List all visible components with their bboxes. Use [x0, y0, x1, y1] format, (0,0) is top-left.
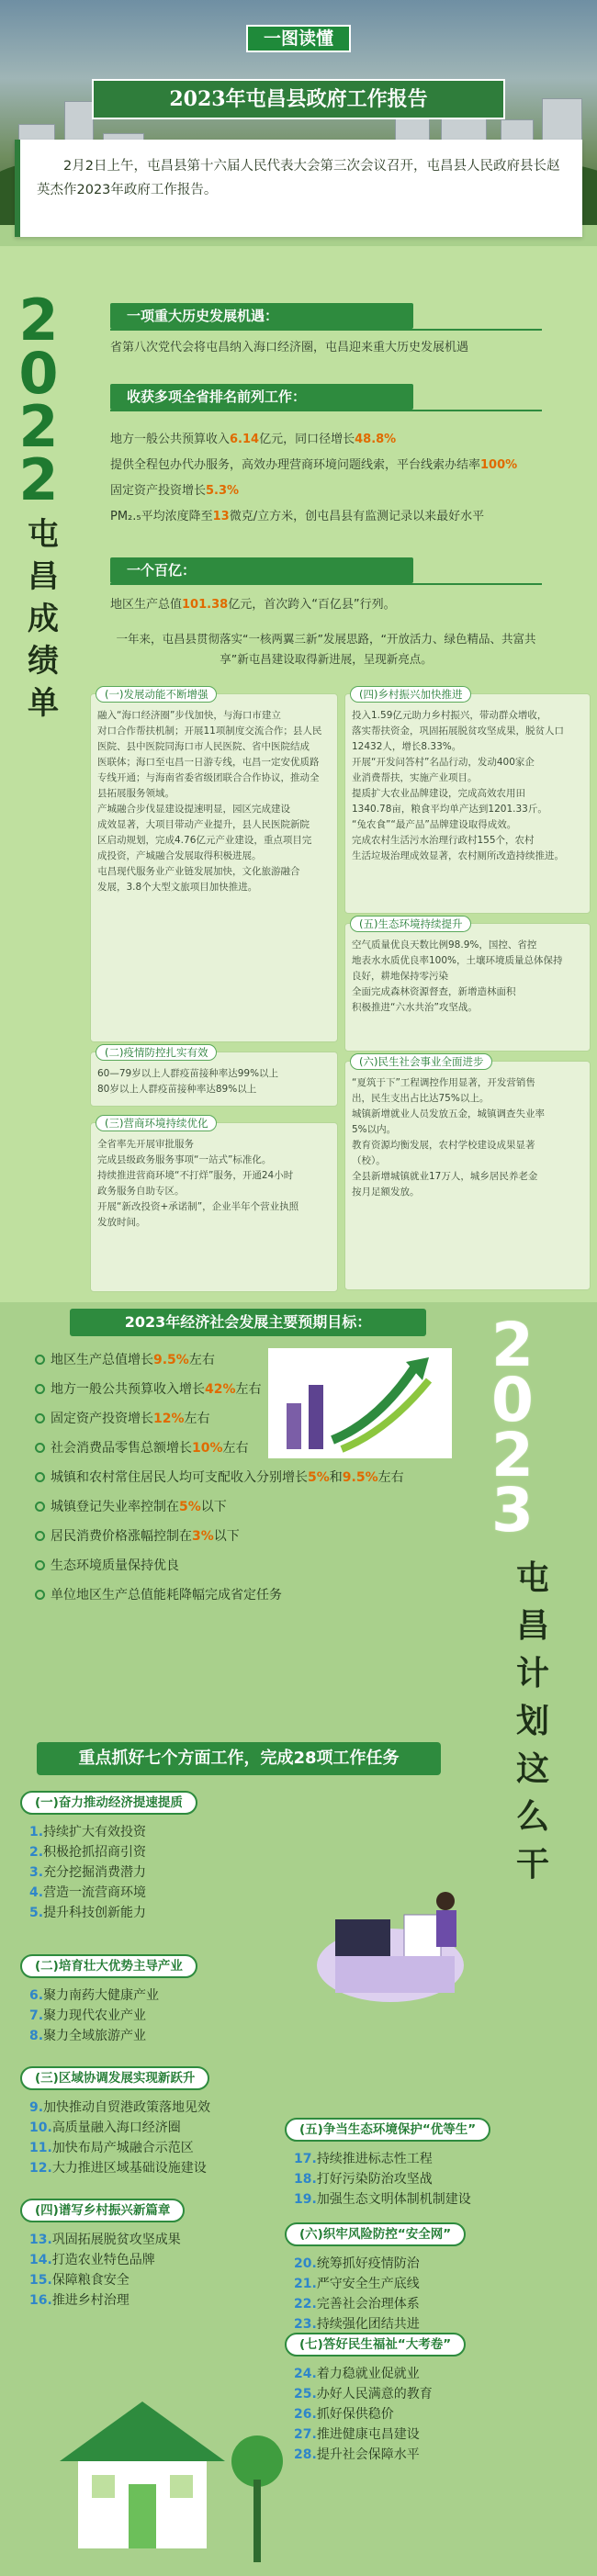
- task-item: 23.持续强化团结共进: [294, 2317, 420, 2332]
- task-item: 1.持续扩大有效投资: [29, 1825, 147, 1839]
- year-2023-label: 2 0 2 3: [491, 1310, 534, 1546]
- task-item: 22.完善社会治理体系: [294, 2297, 420, 2312]
- goal-item: 城镇和农村常住居民人均可支配收入分别增长5%和9.5%左右: [35, 1468, 404, 1488]
- task-item: 3.充分挖掘消费潜力: [29, 1865, 147, 1880]
- ranking-2: 提供全程包办代办服务，高效办理营商环境问题线索，平台线索办结率100%: [110, 458, 518, 472]
- card-text-line: 全面完成森林资源督查，新增造林面积: [352, 986, 516, 997]
- card-text-line: （校）。: [352, 1155, 386, 1166]
- card-text-line: 完成农村生活污水治理行政村155个，农村: [352, 835, 535, 846]
- card-text-line: 教育资源均衡发展，农村学校建设成果显著: [352, 1140, 535, 1151]
- task-group-tag: (三)区域协调发展实现新跃升: [20, 2066, 209, 2090]
- card-text-line: 完成县级政务服务事项“一站式”标准化。: [97, 1154, 272, 1165]
- card-text-line: 专线开通；与海南省委省级团联合合作协议，推动全: [97, 772, 320, 783]
- task-item: 16.推进乡村治理: [29, 2293, 130, 2308]
- card-tag: (五)生态环境持续提升: [350, 916, 471, 932]
- growth-chart-illustration: [268, 1348, 452, 1458]
- opportunity-text: 省第八次党代会将屯昌纳入海口经济圈，屯昌迎来重大历史发展机遇: [110, 341, 469, 354]
- task-group-tag: (七)答好民生福祉“大考卷”: [285, 2333, 466, 2357]
- card-text-line: 城镇新增就业人员发放五金，城镇调查失业率: [352, 1108, 545, 1119]
- vertical-title-char: 昌: [515, 1607, 549, 1645]
- vertical-title-char: 干: [515, 1846, 549, 1884]
- card-text-line: 空气质量优良天数比例98.9%，国控、省控: [352, 939, 537, 951]
- card-text-line: 12432人，增长8.33%。: [352, 741, 462, 752]
- task-item: 4.营造一流营商环境: [29, 1885, 147, 1900]
- card-text-line: 积极推进“六水共治”攻坚战。: [352, 1002, 478, 1013]
- page-title: 2023年屯昌县政府工作报告: [92, 79, 505, 119]
- ranking-3: 固定资产投资增长5.3%: [110, 484, 240, 498]
- task-item: 5.提升科技创新能力: [29, 1906, 147, 1920]
- illustration-bar: [287, 1403, 301, 1449]
- bullet-icon: [35, 1502, 45, 1512]
- task-item: 25.办好人民满意的教育: [294, 2387, 433, 2402]
- task-item: 2.积极抢抓招商引资: [29, 1845, 147, 1860]
- card-text-line: 按月足额发放。: [352, 1187, 420, 1198]
- card-text-line: “夏筑于下”工程调控作用显著，开发营销售: [352, 1077, 535, 1088]
- task-item: 18.打好污染防治攻坚战: [294, 2172, 433, 2187]
- task-item: 8.聚力全域旅游产业: [29, 2029, 147, 2043]
- bullet-icon: [35, 1384, 45, 1394]
- card-text-line: 良好，耕地保持零污染: [352, 971, 448, 982]
- illustration-bar: [309, 1385, 323, 1449]
- bar-hundred-billion: 一个百亿：: [110, 557, 413, 583]
- card-text-line: 医院、县中医院同海口市人民医院、省中医院结成: [97, 741, 310, 752]
- task-group-tag: (六)织牢风险防控“安全网”: [285, 2222, 466, 2246]
- goal-item: 生态环境质量保持优良: [35, 1556, 179, 1576]
- gdp-text: 地区生产总值101.38亿元，首次跨入“百亿县”行列。: [110, 598, 396, 612]
- bullet-icon: [35, 1560, 45, 1570]
- bullet-icon: [35, 1355, 45, 1365]
- divider: [110, 329, 542, 331]
- goals-title: 2023年经济社会发展主要预期目标：: [70, 1309, 426, 1336]
- card-text-line: 成投资，产城融合发展取得积极进展。: [97, 850, 262, 861]
- card-text-line: 出，民生支出占比达75%以上。: [352, 1093, 490, 1104]
- vertical-title-char: 屯: [515, 1559, 549, 1597]
- divider: [110, 583, 542, 585]
- vertical-title-char: 屯: [28, 516, 59, 553]
- task-item: 15.保障粮食安全: [29, 2273, 130, 2288]
- bar-opportunity: 一项重大历史发展机遇：: [110, 303, 413, 329]
- task-item: 20.统筹抓好疫情防治: [294, 2256, 420, 2271]
- card-text-line: 政务服务自助专区。: [97, 1186, 185, 1197]
- card-text-line: 开展“开发问答村”名品行动，发动400家企: [352, 757, 535, 768]
- task-group-tag: (四)谱写乡村振兴新篇章: [20, 2199, 185, 2222]
- vertical-title-char: 计: [515, 1655, 549, 1693]
- task-group-tag: (一)奋力推动经济提速提质: [20, 1791, 197, 1815]
- tasks-title: 重点抓好七个方面工作，完成28项工作任务: [37, 1742, 441, 1775]
- card-text-line: 业消费帮扶，实施产业项目。: [352, 772, 478, 783]
- card-tag: (一)发展动能不断增强: [96, 686, 217, 703]
- goal-item: 地区生产总值增长9.5%左右: [35, 1350, 215, 1370]
- task-item: 12.大力推进区域基础设施建设: [29, 2161, 207, 2176]
- card-tag: (三)营商环境持续优化: [96, 1115, 217, 1131]
- office-illustration: [308, 1864, 473, 2011]
- card-text-line: 区启动规划，完成4.76亿元产业建设，重点项目完: [97, 835, 312, 846]
- goal-item: 城镇登记失业率控制在5%以下: [35, 1497, 227, 1517]
- vertical-title-char: 这: [515, 1750, 549, 1788]
- task-item: 14.打造农业特色品牌: [29, 2253, 155, 2267]
- card-text-line: 融入“海口经济圈”步伐加快，与海口市建立: [97, 710, 281, 721]
- card-text-line: 屯昌现代服务业产业链发展加快，文化旅游融合: [97, 866, 300, 877]
- vertical-title-char: 单: [28, 685, 59, 722]
- card-text-line: 成效显著，大项目带动产业提升，县人民医院新院: [97, 819, 310, 830]
- card-text-line: “兔农食”“最产品”品牌建设取得成效。: [352, 819, 517, 830]
- bullet-icon: [35, 1590, 45, 1600]
- task-item: 11.加快布局产城融合示范区: [29, 2141, 194, 2155]
- task-item: 6.聚力南药大健康产业: [29, 1988, 160, 2003]
- bullet-icon: [35, 1443, 45, 1453]
- card-text-line: 提质扩大农业品牌建设，完成高效农用田: [352, 788, 525, 799]
- task-item: 13.巩固拓展脱贫攻坚成果: [29, 2233, 181, 2247]
- intro-paragraph: 2月2日上午，屯昌县第十六届人民代表大会第三次会议召开，屯昌县人民政府县长赵英杰作2023年政府工作报告。: [15, 140, 582, 237]
- card-tag: (六)民生社会事业全面进步: [350, 1053, 492, 1070]
- task-item: 17.持续推进标志性工程: [294, 2152, 433, 2166]
- summary-slogan: 一年来，屯昌县贯彻落实“一核两翼三新”发展思路，“开放活力、绿色精品、共富共享”新屯昌建设取得新进展，呈现新亮点。: [116, 632, 536, 666]
- task-item: 19.加强生态文明体制机制建设: [294, 2192, 471, 2207]
- card-tag: (四)乡村振兴加快推进: [350, 686, 471, 703]
- card-text-line: 全县新增城镇就业17万人，城乡居民养老金: [352, 1171, 538, 1182]
- card-text-line: 生活垃圾治理成效显著，农村厕所改造持续推进。: [352, 850, 564, 861]
- card-text-line: 投入1.59亿元助力乡村振兴，带动群众增收，: [352, 710, 547, 721]
- card-text-line: 发展，3.8个大型文旅项目加快推进。: [97, 882, 258, 893]
- card-text-line: 落实帮扶资金，巩固拓展脱贫攻坚成果，脱贫人口: [352, 726, 564, 737]
- task-group-tag: (五)争当生态环境保护“优等生”: [285, 2118, 490, 2142]
- task-item: 27.推进健康屯昌建设: [294, 2427, 420, 2442]
- goal-item: 固定资产投资增长12%左右: [35, 1409, 210, 1429]
- card-tag: (二)疫情防控扎实有效: [96, 1044, 217, 1061]
- card-text-line: 对口合作帮扶机制；开展11项制度交流合作；县人民: [97, 726, 322, 737]
- card-text-line: 地表水水质优良率100%，土壤环境质量总体保持: [352, 955, 563, 966]
- card-text-line: 5%以内。: [352, 1124, 397, 1135]
- year-2022-label: 2 0 2 2: [18, 287, 59, 513]
- bullet-icon: [35, 1472, 45, 1482]
- ranking-1: 地方一般公共预算收入6.14亿元，同口径增长48.8%: [110, 433, 397, 446]
- card-text-line: 80岁以上人群疫苗接种率达89%以上: [97, 1084, 257, 1095]
- card-text-line: 60—79岁以上人群疫苗接种率达99%以上: [97, 1068, 279, 1079]
- tree-illustration: [230, 2424, 285, 2562]
- card-text-line: 持续推进营商环境“不打烊”服务，开通24小时: [97, 1170, 294, 1181]
- bullet-icon: [35, 1413, 45, 1423]
- goal-item: 社会消费品零售总额增长10%左右: [35, 1438, 249, 1458]
- card-text-line: 医联体；海口至屯昌一日游专线，屯昌一定安优质路: [97, 757, 320, 768]
- vertical-title-char: 昌: [28, 558, 59, 595]
- goal-item: 单位地区生产总值能耗降幅完成省定任务: [35, 1585, 282, 1605]
- task-group-tag: (二)培育壮大优势主导产业: [20, 1954, 197, 1978]
- vertical-title-char: 么: [515, 1798, 549, 1836]
- task-item: 28.提升社会保障水平: [294, 2447, 420, 2462]
- task-item: 21.严守安全生产底线: [294, 2277, 420, 2291]
- house-illustration: [51, 2383, 234, 2553]
- ranking-4: PM₂.₅平均浓度降至13微克/立方米，创屯昌县有监测记录以来最好水平: [110, 510, 485, 523]
- task-item: 10.高质量融入海口经济圈: [29, 2120, 181, 2135]
- card-text-line: 发放时间。: [97, 1217, 146, 1228]
- vertical-title-char: 成: [28, 601, 59, 637]
- task-item: 7.聚力现代农业产业: [29, 2008, 147, 2023]
- vertical-title-char: 划: [515, 1703, 549, 1740]
- goal-item: 地方一般公共预算收入增长42%左右: [35, 1379, 262, 1400]
- vertical-title-char: 绩: [28, 643, 59, 680]
- card-text-line: 1340.78亩，粮食平均单产达到1201.33斤。: [352, 804, 547, 815]
- goal-item: 居民消费价格涨幅控制在3%以下: [35, 1526, 240, 1547]
- task-item: 26.抓好保供稳价: [294, 2407, 394, 2422]
- bullet-icon: [35, 1531, 45, 1541]
- card-text-line: 全省率先开展审批服务: [97, 1139, 194, 1150]
- card-text-line: 产城融合步伐显建设提速明显，园区完成建设: [97, 804, 290, 815]
- card-text-line: 开展“新改投资+承诺制”，企业半年个营业执照: [97, 1201, 299, 1212]
- task-item: 9.加快推动自贸港政策落地见效: [29, 2100, 211, 2115]
- task-item: 24.着力稳就业促就业: [294, 2367, 420, 2381]
- divider: [110, 410, 542, 411]
- bar-rankings: 收获多项全省排名前列工作：: [110, 384, 413, 410]
- card-text-line: 县拓展服务领域。: [97, 788, 175, 799]
- header-badge: 一图读懂: [246, 25, 351, 52]
